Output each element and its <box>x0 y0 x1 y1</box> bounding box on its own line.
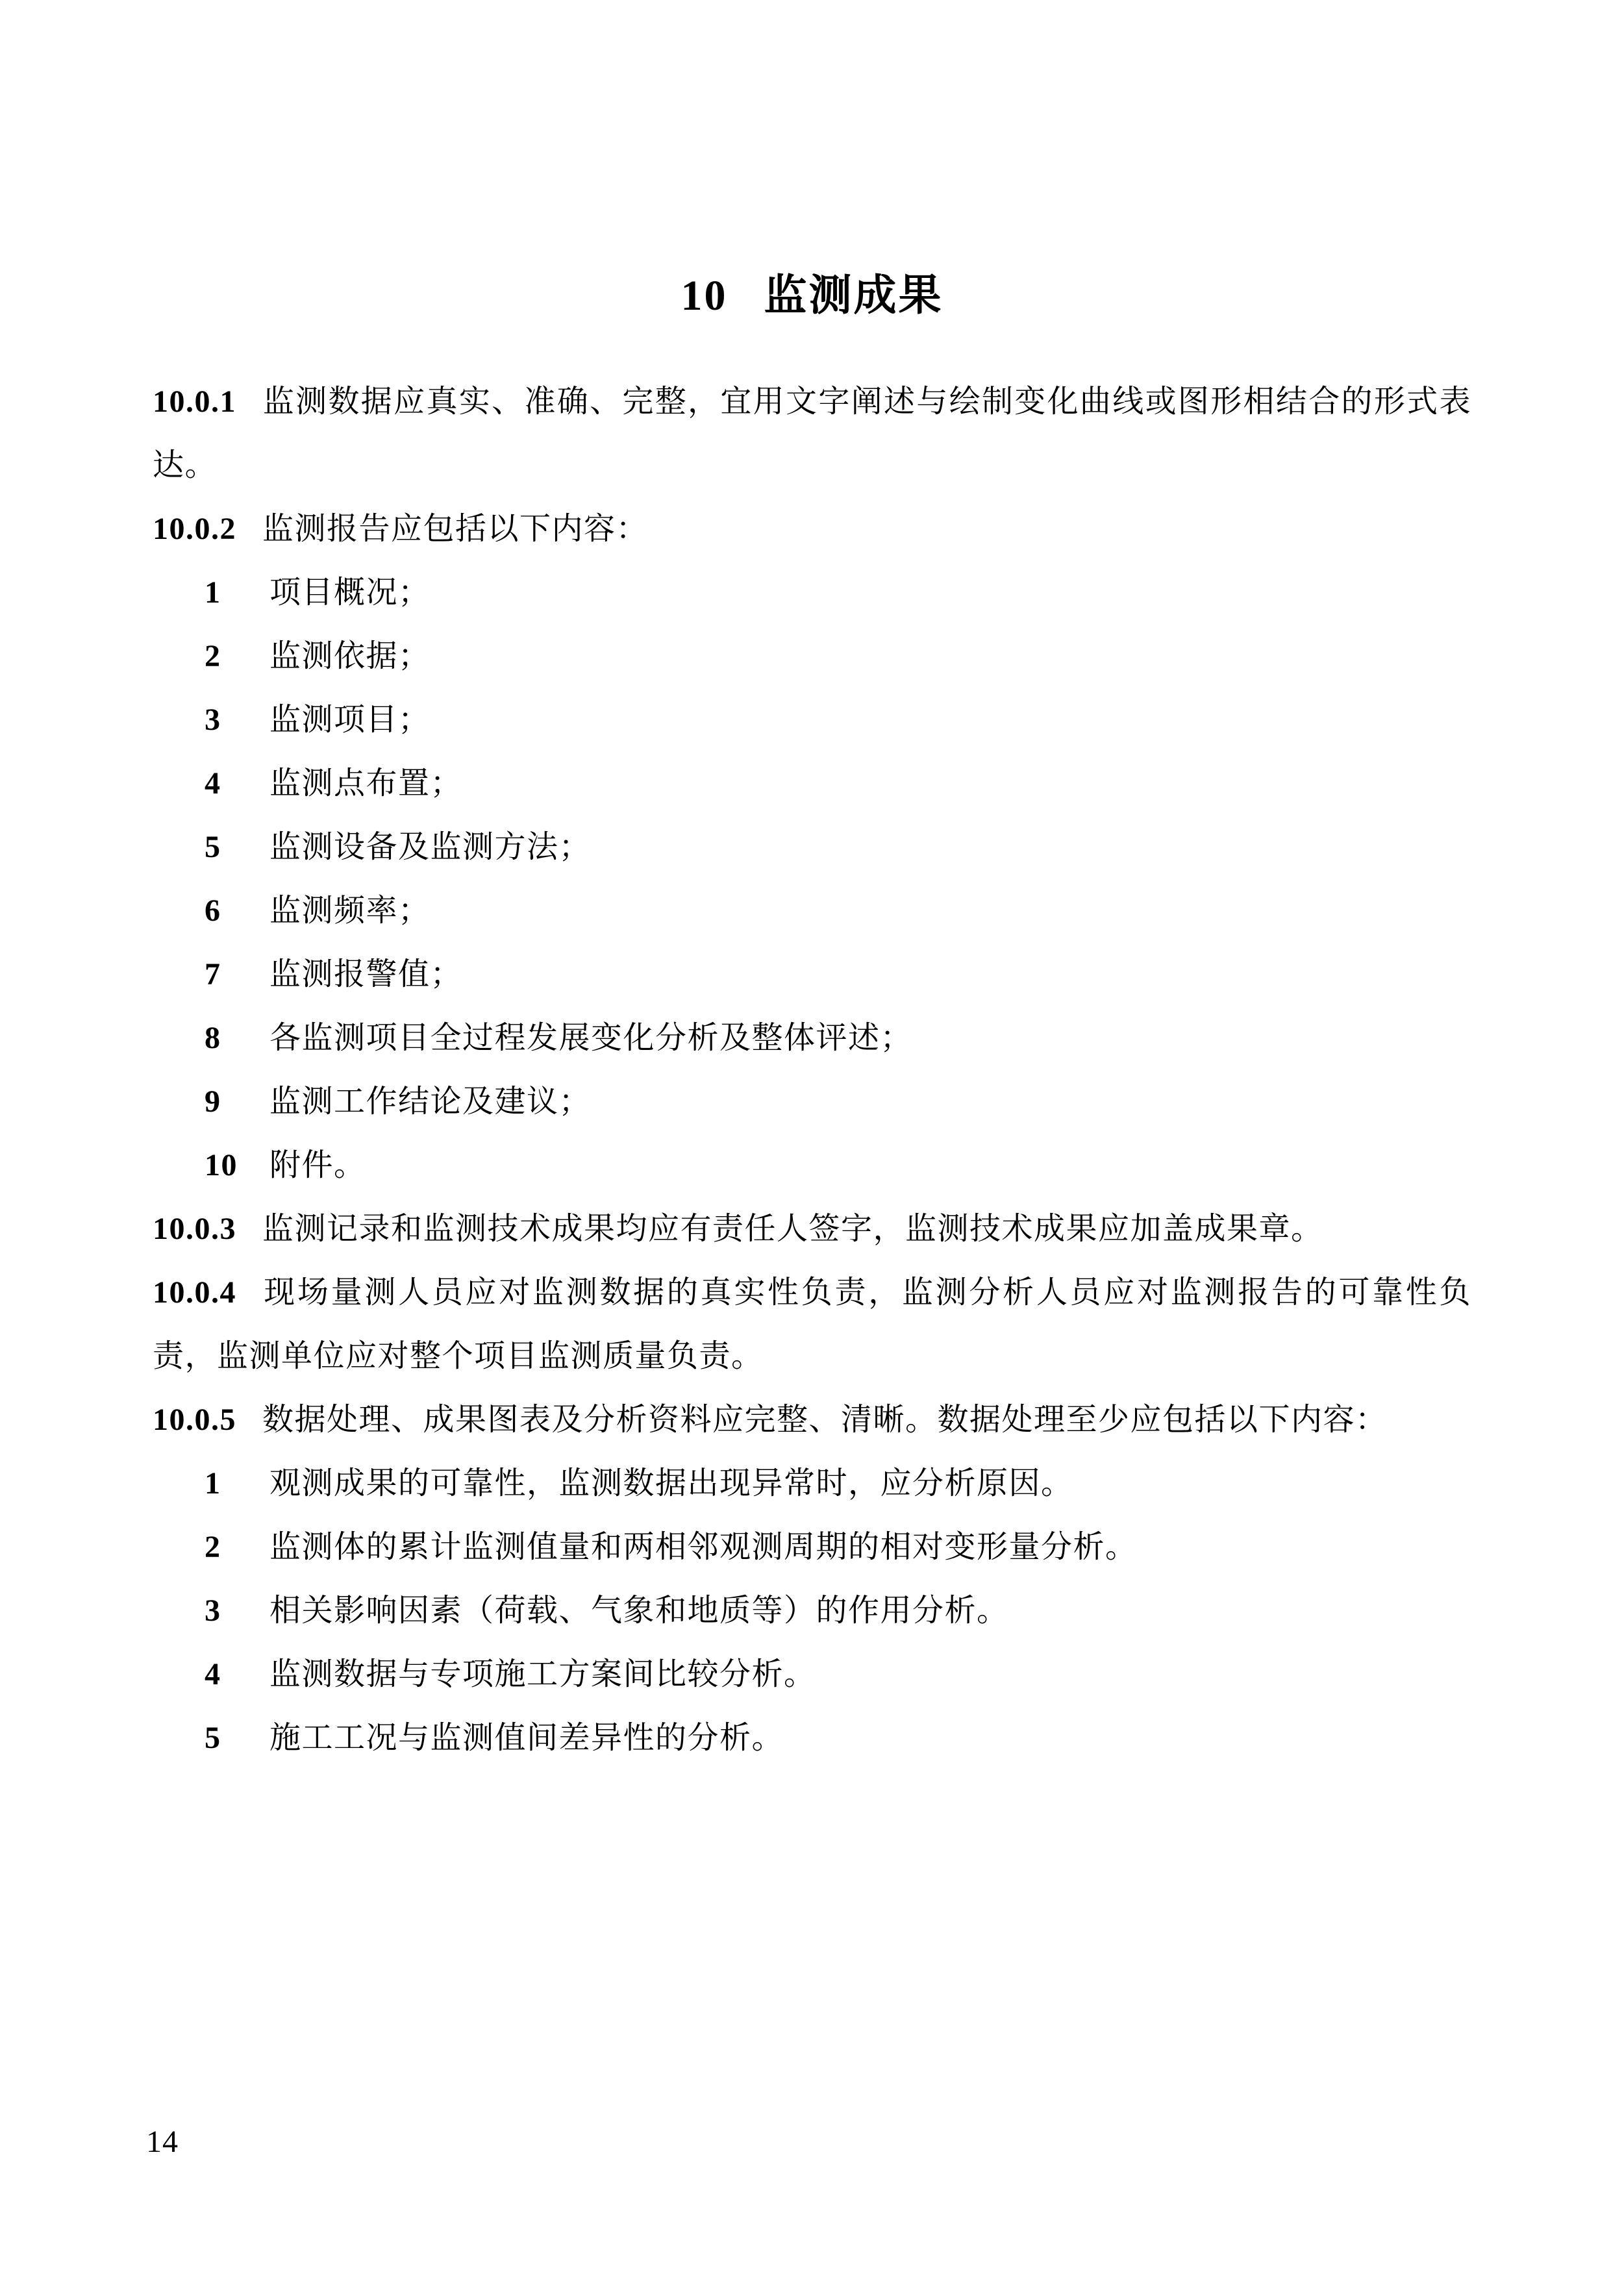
list-item <box>153 1006 1471 1070</box>
item-number: 1 <box>205 1466 221 1501</box>
clause-text: 监测报告应包括以下内容： <box>262 512 649 546</box>
item-number: 5 <box>205 1721 221 1755</box>
list-item <box>153 1134 1471 1197</box>
clause-10-0-1 <box>153 370 1471 497</box>
clause-text: 监测记录和监测技术成果均应有责任人签字，监测技术成果应加盖成果章。 <box>262 1212 1323 1246</box>
clause-number: 10.0.5 <box>153 1403 236 1437</box>
item-text: 监测设备及监测方法； <box>269 830 592 864</box>
clause-text: 现场量测人员应对监测数据的真实性负责，监测分析人员应对监测报告的可靠性负责，监测单位应对整个项目监测质量负责。 <box>153 1275 1471 1373</box>
item-text: 监测数据与专项施工方案间比较分析。 <box>269 1657 816 1691</box>
chapter-body <box>153 370 1471 1770</box>
item-text: 监测项目； <box>269 703 431 737</box>
item-number: 5 <box>205 830 221 864</box>
item-number: 2 <box>205 639 221 673</box>
list-item <box>153 625 1471 688</box>
list-item <box>153 561 1471 625</box>
chapter-number: 10 <box>681 272 728 319</box>
item-number: 4 <box>205 766 221 801</box>
list-item <box>153 752 1471 816</box>
item-number: 1 <box>205 575 221 610</box>
clause-number: 10.0.2 <box>153 512 236 546</box>
item-number: 4 <box>205 1657 221 1691</box>
clause-10-0-2 <box>153 497 1471 561</box>
item-number: 10 <box>205 1148 238 1182</box>
item-text: 监测依据； <box>269 639 431 673</box>
item-text: 监测点布置； <box>269 766 463 801</box>
item-text: 监测频率； <box>269 893 431 928</box>
clause-10-0-5 <box>153 1388 1471 1452</box>
item-text: 监测体的累计监测值量和两相邻观测周期的相对变形量分析。 <box>269 1530 1138 1564</box>
item-number: 8 <box>205 1021 221 1055</box>
list-item <box>153 1452 1471 1516</box>
clause-number: 10.0.3 <box>153 1212 236 1246</box>
list-item <box>153 688 1471 752</box>
clause-text: 监测数据应真实、准确、完整，宜用文字阐述与绘制变化曲线或图形相结合的形式表达。 <box>153 384 1471 482</box>
clause-number: 10.0.1 <box>153 384 236 419</box>
item-text: 相关影响因素（荷载、气象和地质等）的作用分析。 <box>269 1593 1009 1628</box>
item-text: 监测工作结论及建议； <box>269 1084 592 1119</box>
item-text: 各监测项目全过程发展变化分析及整体评述； <box>269 1021 913 1055</box>
clause-10-0-3 <box>153 1197 1471 1261</box>
list-item <box>153 879 1471 943</box>
clause-10-0-4 <box>153 1261 1471 1388</box>
item-number: 9 <box>205 1084 221 1119</box>
list-item <box>153 1643 1471 1706</box>
list-item <box>153 1579 1471 1643</box>
item-number: 6 <box>205 893 221 928</box>
list-item <box>153 1070 1471 1134</box>
item-number: 2 <box>205 1530 221 1564</box>
list-item <box>153 1516 1471 1579</box>
chapter-title-text: 监测成果 <box>764 272 943 319</box>
item-text: 监测报警值； <box>269 957 463 992</box>
list-item <box>153 1706 1471 1770</box>
item-text: 项目概况； <box>269 575 431 610</box>
item-number: 7 <box>205 957 221 992</box>
chapter-title <box>0 273 1624 320</box>
item-text: 观测成果的可靠性，监测数据出现异常时，应分析原因。 <box>269 1466 1073 1501</box>
clause-number: 10.0.4 <box>153 1275 236 1310</box>
item-text: 施工工况与监测值间差异性的分析。 <box>269 1721 784 1755</box>
item-text: 附件。 <box>269 1148 366 1182</box>
item-number: 3 <box>205 1593 221 1628</box>
list-item <box>153 943 1471 1006</box>
list-item <box>153 816 1471 879</box>
page-number: 14 <box>146 2125 179 2159</box>
item-number: 3 <box>205 703 221 737</box>
clause-text: 数据处理、成果图表及分析资料应完整、清晰。数据处理至少应包括以下内容： <box>262 1403 1388 1437</box>
